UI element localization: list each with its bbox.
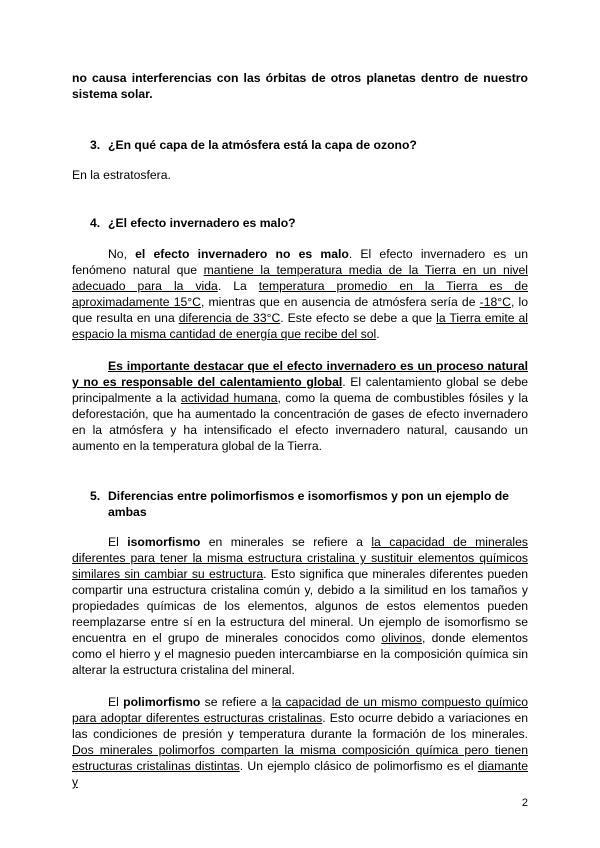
- underlined-run: la capacidad de un mismo compuesto químico para adoptar diferentes estructuras cristalinas: [72, 695, 528, 725]
- question-3-number: 3.: [90, 138, 101, 152]
- question-3-title: ¿En qué capa de la atmósfera está la capa de ozono?: [108, 138, 417, 152]
- text-run: . Un ejemplo clásico de polimorfismo es el: [239, 759, 478, 773]
- page-number: 2: [521, 797, 528, 809]
- question-5-paragraph-2: [72, 694, 528, 790]
- text-run: El: [108, 535, 128, 549]
- question-5-title: Diferencias entre polimorfismos e isomorfismos y pon un ejemplo de ambas: [108, 489, 509, 519]
- intro-text: no causa interferencias con las órbitas de otros planetas dentro de nuestro sistema solar.: [72, 71, 528, 101]
- text-run: .: [376, 327, 380, 341]
- bold-run: isomorfismo: [127, 535, 201, 549]
- underlined-run: -18°C: [479, 295, 511, 309]
- underlined-run: la capacidad de minerales diferentes para tener la misma estructura cristalina y sustituir elementos químicos similares sin cambiar su estructura: [72, 535, 528, 581]
- question-3-answer: [72, 167, 528, 183]
- text-run: . El calentamiento global se debe principalmente a la: [72, 375, 529, 405]
- text-run: . Este efecto se debe a que: [280, 311, 437, 325]
- text-run: en minerales se refiere a: [200, 535, 372, 549]
- answer-text: En la estratosfera.: [72, 168, 171, 182]
- text-run: No,: [108, 247, 136, 261]
- underlined-run: diamante y: [72, 759, 528, 789]
- question-4-paragraph-2: [72, 358, 528, 454]
- text-run: . Esto ocurre debido a variaciones en las condiciones de presión y temperatura durante la formación de los minerales.: [72, 711, 529, 741]
- underlined-run: la Tierra emite al espacio la misma cantidad de energía que recibe del sol: [72, 311, 528, 341]
- underlined-run: Dos minerales polimorfos comparten la misma composición química pero tienen estructuras cristalinas distintas: [72, 743, 528, 773]
- question-5-paragraph-1: [72, 534, 528, 678]
- underlined-run: actividad humana: [180, 391, 278, 405]
- question-4-paragraph-1: [72, 246, 528, 342]
- text-run: , lo que resulta en una: [72, 295, 528, 325]
- bold-run: el efecto invernadero no es malo: [135, 247, 349, 261]
- text-run: . El efecto invernadero es un fenómeno natural que: [72, 247, 528, 277]
- bold-run: polimorfismo: [123, 695, 201, 709]
- underlined-run: mantiene la temperatura media de la Tierra en un nivel adecuado para la vida: [72, 263, 529, 293]
- text-run: , mientras que en ausencia de atmósfera sería de: [200, 295, 480, 309]
- question-4-number: 4.: [90, 216, 101, 230]
- intro-paragraph: [72, 70, 528, 102]
- underlined-run: diferencia de 33°C: [178, 311, 281, 325]
- text-run: El: [108, 695, 124, 709]
- text-run: se refiere a: [200, 695, 272, 709]
- text-run: , como la quema de combustibles fósiles y la deforestación, que ha aumentado la concentración de gases de efecto invernadero en la atmósfera y ha intensificado el efecto invernadero natural, causando un aumento en la temperatura global de la Tierra.: [72, 391, 528, 453]
- text-run: . La: [217, 279, 259, 293]
- bold-underlined-run: Es importante destacar que el efecto invernadero es un proceso natural y no es responsable del calentamiento global: [72, 359, 528, 389]
- question-4-title: ¿El efecto invernadero es malo?: [108, 216, 296, 230]
- text-run: . Esto significa que minerales diferentes pueden compartir una estructura cristalina común y, debido a la similitud en los tamaños y propiedades químicas de los elementos, algunos de estos elementos pueden reemplazarse entre sí en la estructura del mineral. Un ejemplo de isomorfismo se encuentra en el grupo de minerales conocidos como: [72, 567, 528, 645]
- text-run: , donde elementos como el hierro y el magnesio pueden intercambiarse en la composición química sin alterar la estructura cristalina del mineral.: [72, 631, 528, 677]
- underlined-run: olivinos: [381, 631, 423, 645]
- question-5-number: 5.: [90, 489, 101, 503]
- underlined-run: temperatura promedio en la Tierra es de aproximadamente 15°C: [72, 279, 528, 309]
